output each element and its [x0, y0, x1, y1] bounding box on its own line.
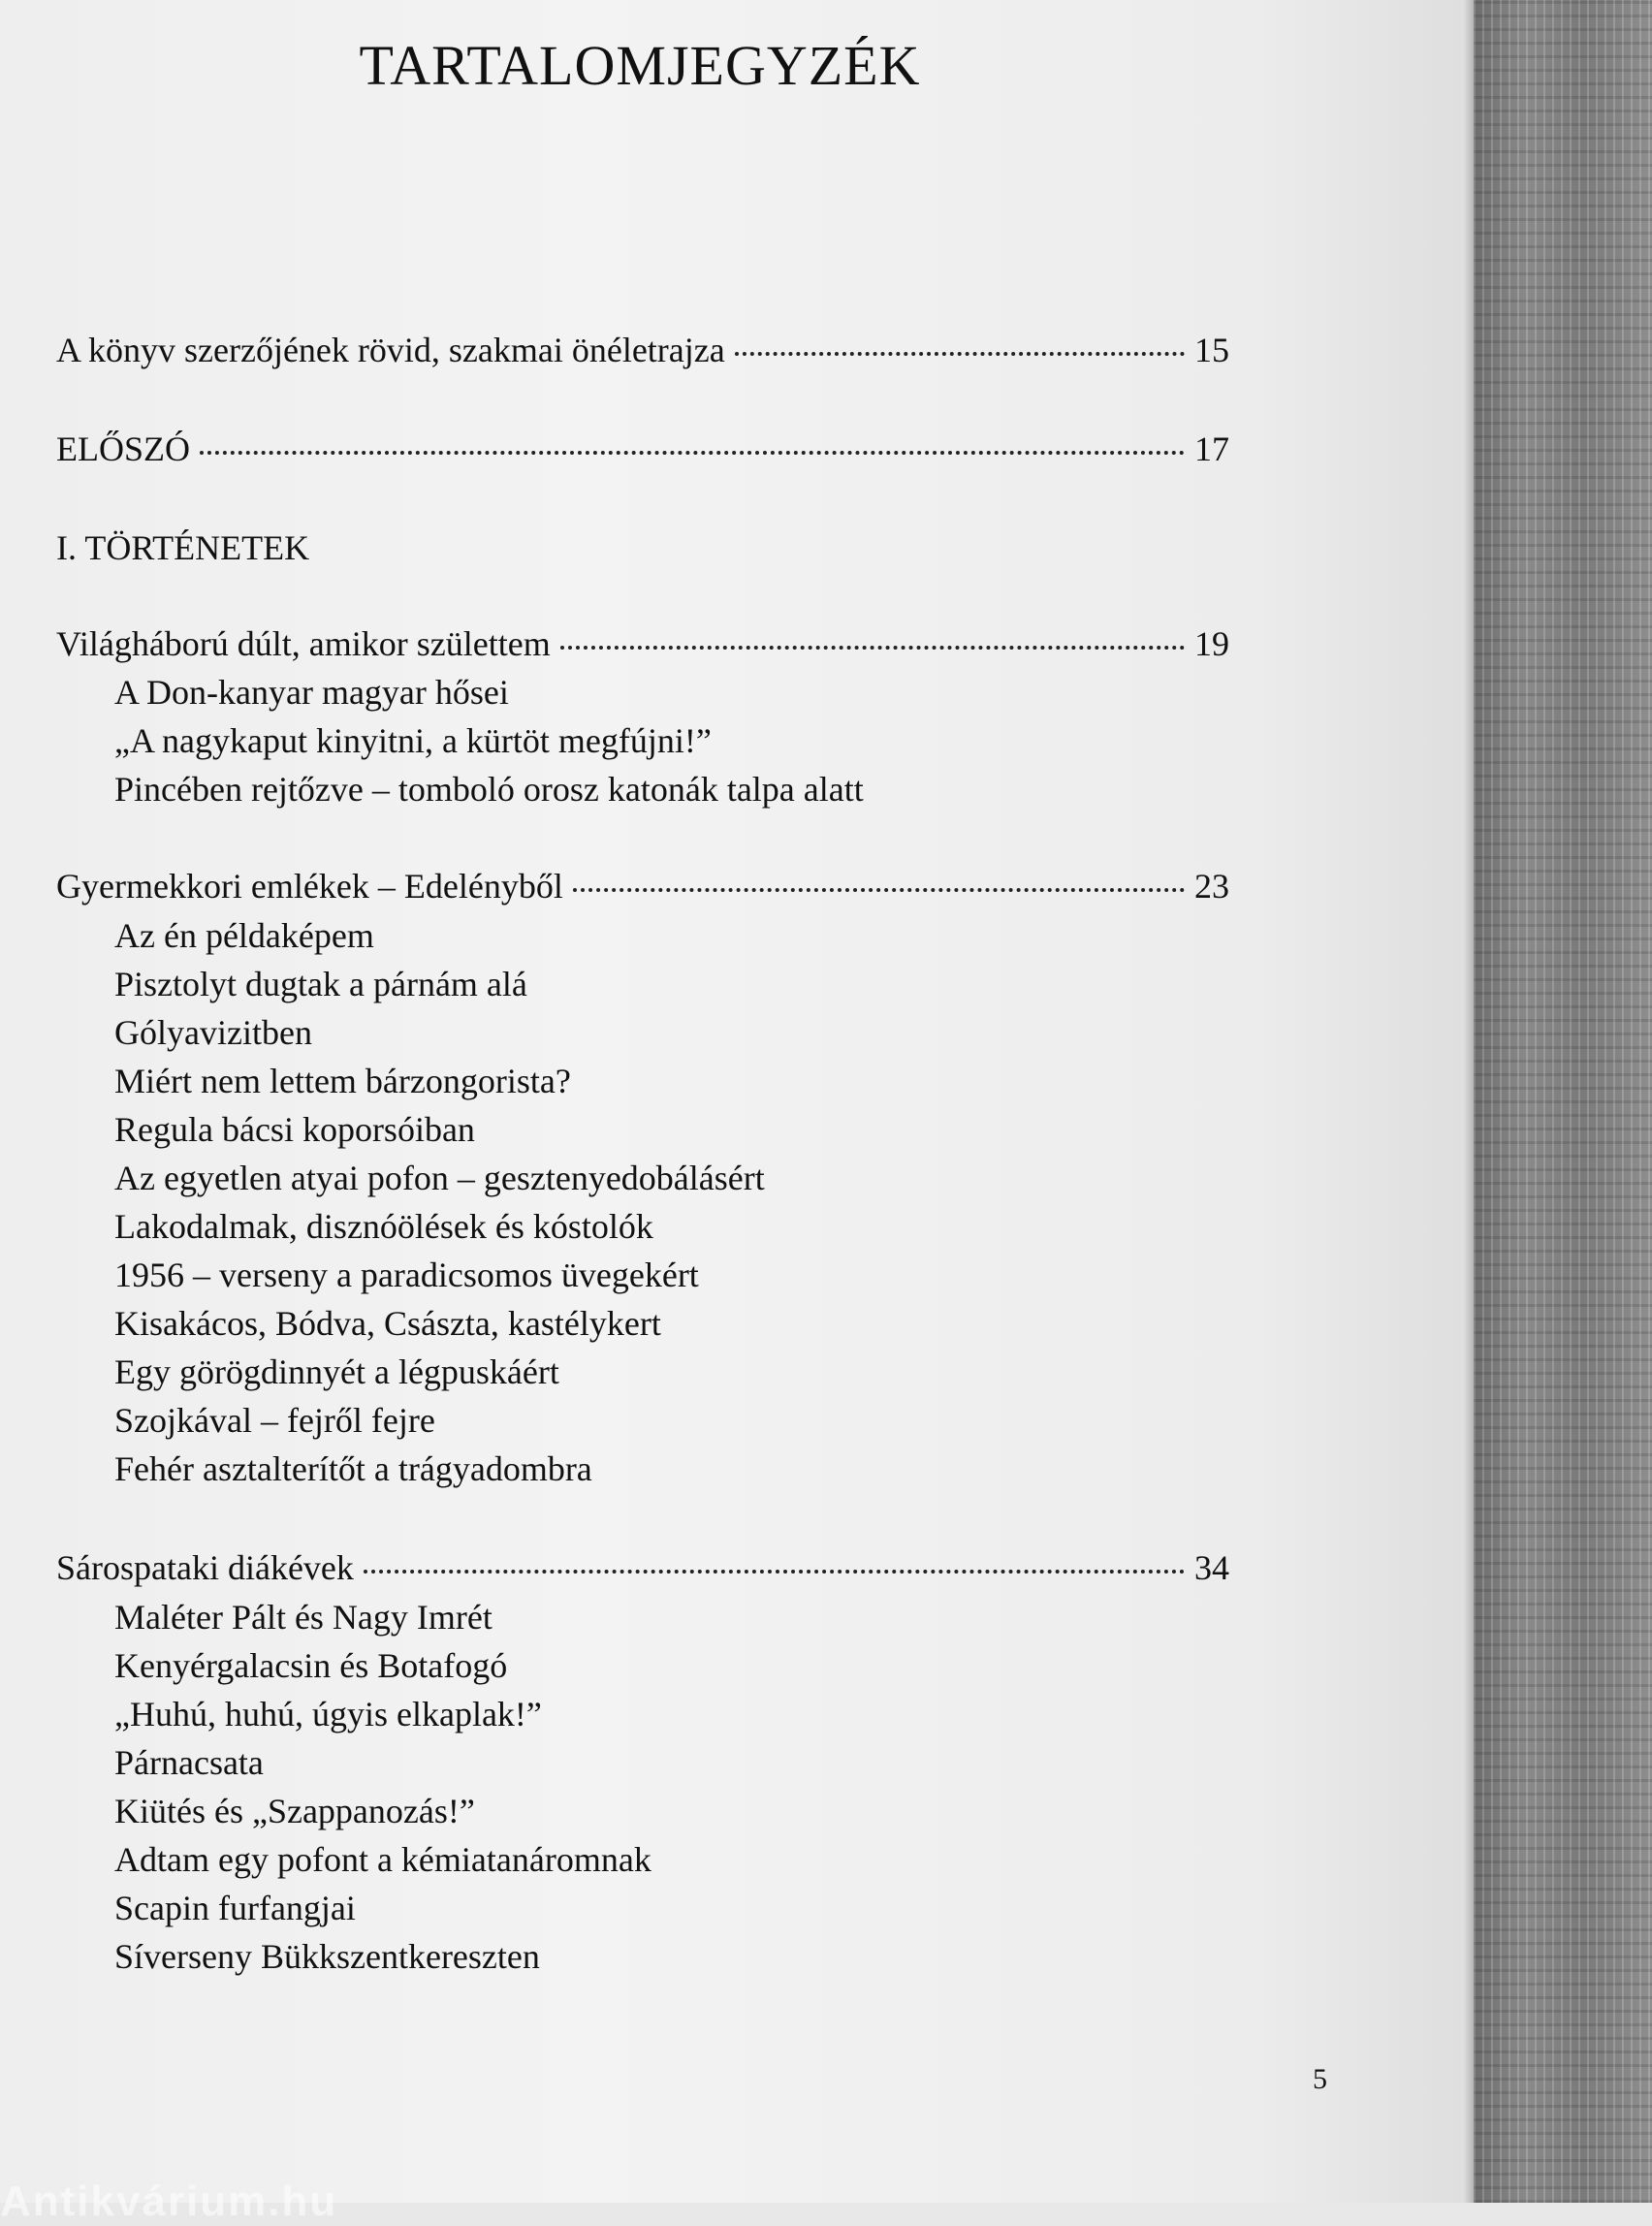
toc-subitem: Regula bácsi koporsóiban — [114, 1110, 475, 1149]
toc-subitem: Maléter Pált és Nagy Imrét — [114, 1598, 492, 1637]
toc-subitem: Miért nem lettem bárzongorista? — [114, 1062, 571, 1100]
toc-subitem: Szojkával – fejről fejre — [114, 1401, 435, 1440]
part-heading: I. TÖRTÉNETEK — [56, 528, 310, 567]
toc-subitem: Kisakácos, Bódva, Császta, kastélykert — [114, 1304, 661, 1343]
toc-section-label: Sárospataki diákévek — [56, 1548, 354, 1587]
dot-leader — [200, 451, 1185, 455]
dot-leader — [560, 646, 1185, 650]
toc-subitem: Pisztolyt dugtak a párnám alá — [114, 965, 527, 1003]
toc-subitem: Gólyavizitben — [114, 1013, 312, 1052]
toc-subitem: 1956 – verseny a paradicsomos üvegekért — [114, 1256, 699, 1294]
toc-page-number: 19 — [1194, 624, 1229, 663]
toc-section-label: Gyermekkori emlékek – Edelényből — [56, 867, 563, 906]
toc-subitem: Párnacsata — [114, 1743, 264, 1782]
toc-section-childhood — [56, 866, 1229, 906]
dot-leader — [573, 888, 1185, 892]
page-title: TARTALOMJEGYZÉK — [359, 34, 921, 97]
toc-entry-label: A könyv szerzőjének rövid, szakmai önéletrajza — [56, 331, 725, 369]
toc-subitem: Pincében rejtőzve – tomboló orosz katonák talpa alatt — [114, 770, 864, 809]
book-binding-strip — [1474, 0, 1652, 2203]
toc-entry-foreword — [56, 429, 1229, 469]
toc-subitem: Scapin furfangjai — [114, 1889, 356, 1927]
toc-section-label: Világháború dúlt, amikor születtem — [56, 624, 551, 663]
toc-entry-author-bio — [56, 330, 1229, 370]
toc-section-world-war — [56, 623, 1229, 664]
toc-subitem: Lakodalmak, disznóölések és kóstolók — [114, 1207, 653, 1246]
dot-leader — [735, 352, 1185, 356]
toc-subitem: Kenyérgalacsin és Botafogó — [114, 1646, 508, 1685]
toc-page-number: 34 — [1194, 1548, 1229, 1587]
toc-page-number: 17 — [1194, 429, 1229, 468]
toc-subitem: Fehér asztalterítőt a trágyadombra — [114, 1449, 592, 1488]
toc-subitem: Kiütés és „Szappanozás!” — [114, 1792, 475, 1830]
toc-subitem: Az én példaképem — [114, 916, 374, 955]
toc-section-sarospatak — [56, 1547, 1229, 1588]
toc-subitem: Az egyetlen atyai pofon – gesztenyedobálásért — [114, 1159, 765, 1197]
toc-page-number: 15 — [1194, 331, 1229, 369]
watermark: Antikvárium.hu — [0, 2178, 338, 2225]
toc-subitem: A Don-kanyar magyar hősei — [114, 673, 509, 712]
toc-subitem: Adtam egy pofont a kémiatanáromnak — [114, 1840, 651, 1879]
toc-subitem: Egy görögdinnyét a légpuskáért — [114, 1352, 559, 1391]
toc-subitem: „A nagykaput kinyitni, a kürtöt megfújni!” — [114, 721, 712, 760]
toc-subitem: Síverseny Bükkszentkereszten — [114, 1937, 540, 1976]
toc-page-number: 23 — [1194, 867, 1229, 906]
dot-leader — [364, 1570, 1185, 1574]
toc-entry-label: ELŐSZÓ — [56, 429, 190, 468]
toc-subitem: „Huhú, huhú, úgyis elkaplak!” — [114, 1695, 542, 1733]
page-number: 5 — [1313, 2063, 1327, 2095]
